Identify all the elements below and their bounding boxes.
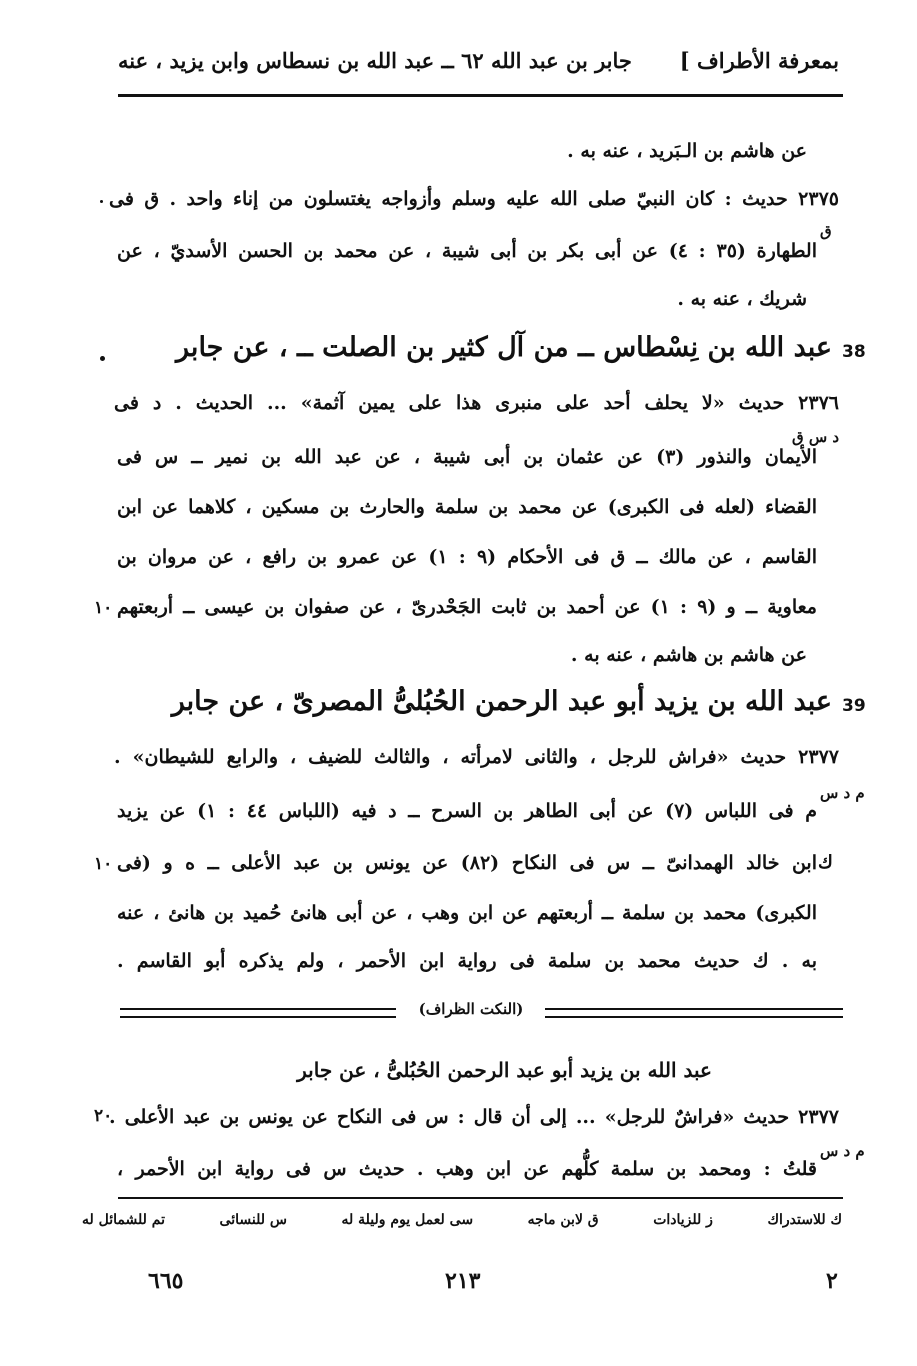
footer-key: سى لعمل يوم وليلة له (341, 1212, 474, 1228)
hadith-2376-line-4: القاسم ، عن مالك ــ ق فى الأحكام (٩ : ١) عن عمرو بن رافع ، عن مروان بن (117, 546, 817, 568)
margin-symbol: م د س (820, 784, 865, 802)
hadith-2375-line-2: الطهارة (٣٥ : ٤) عن أبى بكر بن أبى شيبة ، عن محمد بن الحسن الأسديّ ، عن (117, 240, 818, 262)
separator-line (120, 1008, 396, 1010)
footer-key: تم للشمائل له (82, 1212, 165, 1228)
section-38-title: عبد الله بن نِسْطاس ــ من آل كثير بن الصلت ــ ، عن جابر (176, 332, 832, 363)
hadith-2377-line-5: به . ك حديث محمد بن سلمة فى رواية ابن الأحمر ، ولم يذكره أبو القاسم . (117, 950, 817, 972)
hadith-2377-line-2: م فى اللباس (٧) عن أبى الطاهر بن السرح ــ د فيه (اللباس ٤٤ : ١) عن يزيد (117, 800, 818, 822)
line-number: ٢٠ (94, 1106, 113, 1126)
header-chapter-title: جابر بن عبد الله ٦٢ ــ عبد الله بن نسطاس وابن يزيد ، عنه (118, 48, 632, 73)
margin-symbol: ك (818, 852, 833, 873)
hadith-2376-line-2: الأيمان والنذور (٣) عن عثمان بن أبى شيبة ، عن عبد الله بن نمير ــ س فى (117, 446, 817, 468)
hadith-2377-line-3: ابن خالد الهمدانىّ ــ س فى النكاح (٨٢) عن يونس بن عبد الأعلى ــ ه و (فى (117, 852, 817, 874)
header-rule (118, 94, 843, 97)
footer-key: ق لابن ماجه (527, 1212, 599, 1228)
footer-key: ك للاستدراك (767, 1212, 842, 1228)
hadith-2375-line-3: شريك ، عنه به . (677, 288, 807, 310)
hadith-2377-line-1: ٢٣٧٧ حديث «فراش للرجل ، والثانى لامرأته ، والثالث للضيف ، والرابع للشيطان» . (114, 746, 839, 768)
margin-symbol: م د س (820, 1142, 865, 1160)
nukat-line-1: ٢٣٧٧ حديث «فراشٌ للرجل» ... إلى أن قال : س فى النكاح عن يونس بن عبد الأعلى . (109, 1106, 839, 1128)
separator-line (545, 1016, 843, 1018)
hadith-2376-line-5: معاوية ــ و (٩ : ١) عن أحمد بن ثابت الجَحْدرىّ ، عن صفوان بن عيسى ــ أربعتهم (117, 596, 817, 618)
footer-key: س للنسائى (219, 1212, 287, 1228)
ink-dot (100, 200, 103, 203)
page-number-original: ٦٦٥ (148, 1268, 184, 1294)
page-number: ٢١٣ (445, 1268, 481, 1294)
separator-line (120, 1016, 396, 1018)
nukat-line-2: قلتُ : ومحمد بن سلمة كلُّهم عن ابن وهب . حديث س فى رواية ابن الأحمر ، (117, 1158, 817, 1180)
hadith-2377-line-4: الكبرى) محمد بن سلمة ــ أربعتهم عن ابن وهب ، عن أبى هانئ حُميد بن هانئ ، عنه (117, 902, 817, 924)
hadith-2376-line-1: ٢٣٧٦ حديث «لا يحلف أحد على منبرى هذا على يمين آثمة» ... الحديث . د فى (114, 392, 839, 414)
nukat-label: (النكت الظراف) (418, 1000, 524, 1018)
section-39-title: عبد الله بن يزيد أبو عبد الرحمن الحُبُلىُّ المصرىّ ، عن جابر (171, 686, 832, 717)
footer-abbreviation-key (82, 1212, 842, 1228)
margin-symbol: ق (820, 222, 832, 240)
nukat-heading: عبد الله بن يزيد أبو عبد الرحمن الحُبُلىُّ ، عن جابر (297, 1058, 712, 1082)
footer-key: ز للزيادات (653, 1212, 713, 1228)
hadith-2376-line-6: عن هاشم بن هاشم ، عنه به . (570, 644, 807, 666)
header-book-title: بمعرفة الأطراف ] (679, 48, 839, 73)
hadith-2376-line-3: القضاء (لعله فى الكبرى) عن محمد بن سلمة والحارث بن مسكين ، كلاهما عن ابن (117, 496, 817, 518)
line-number: ١٠ (94, 598, 113, 618)
footer-rule (118, 1197, 843, 1199)
section-number: 39 (842, 696, 866, 716)
section-number: 38 (842, 342, 866, 362)
page-volume-number: ٢ (826, 1268, 838, 1294)
ink-dot (100, 356, 105, 361)
hadith-2375-line-1: ٢٣٧٥ حديث : كان النبيّ صلى الله عليه وسلم وأزواجه يغتسلون من إناء واحد . ق فى (109, 188, 839, 210)
separator-line (545, 1008, 843, 1010)
margin-symbol: د س ق (792, 428, 840, 446)
text-line: عن هاشم بن الـبَريد ، عنه به . (567, 140, 807, 162)
line-number: ١٠ (94, 854, 113, 874)
